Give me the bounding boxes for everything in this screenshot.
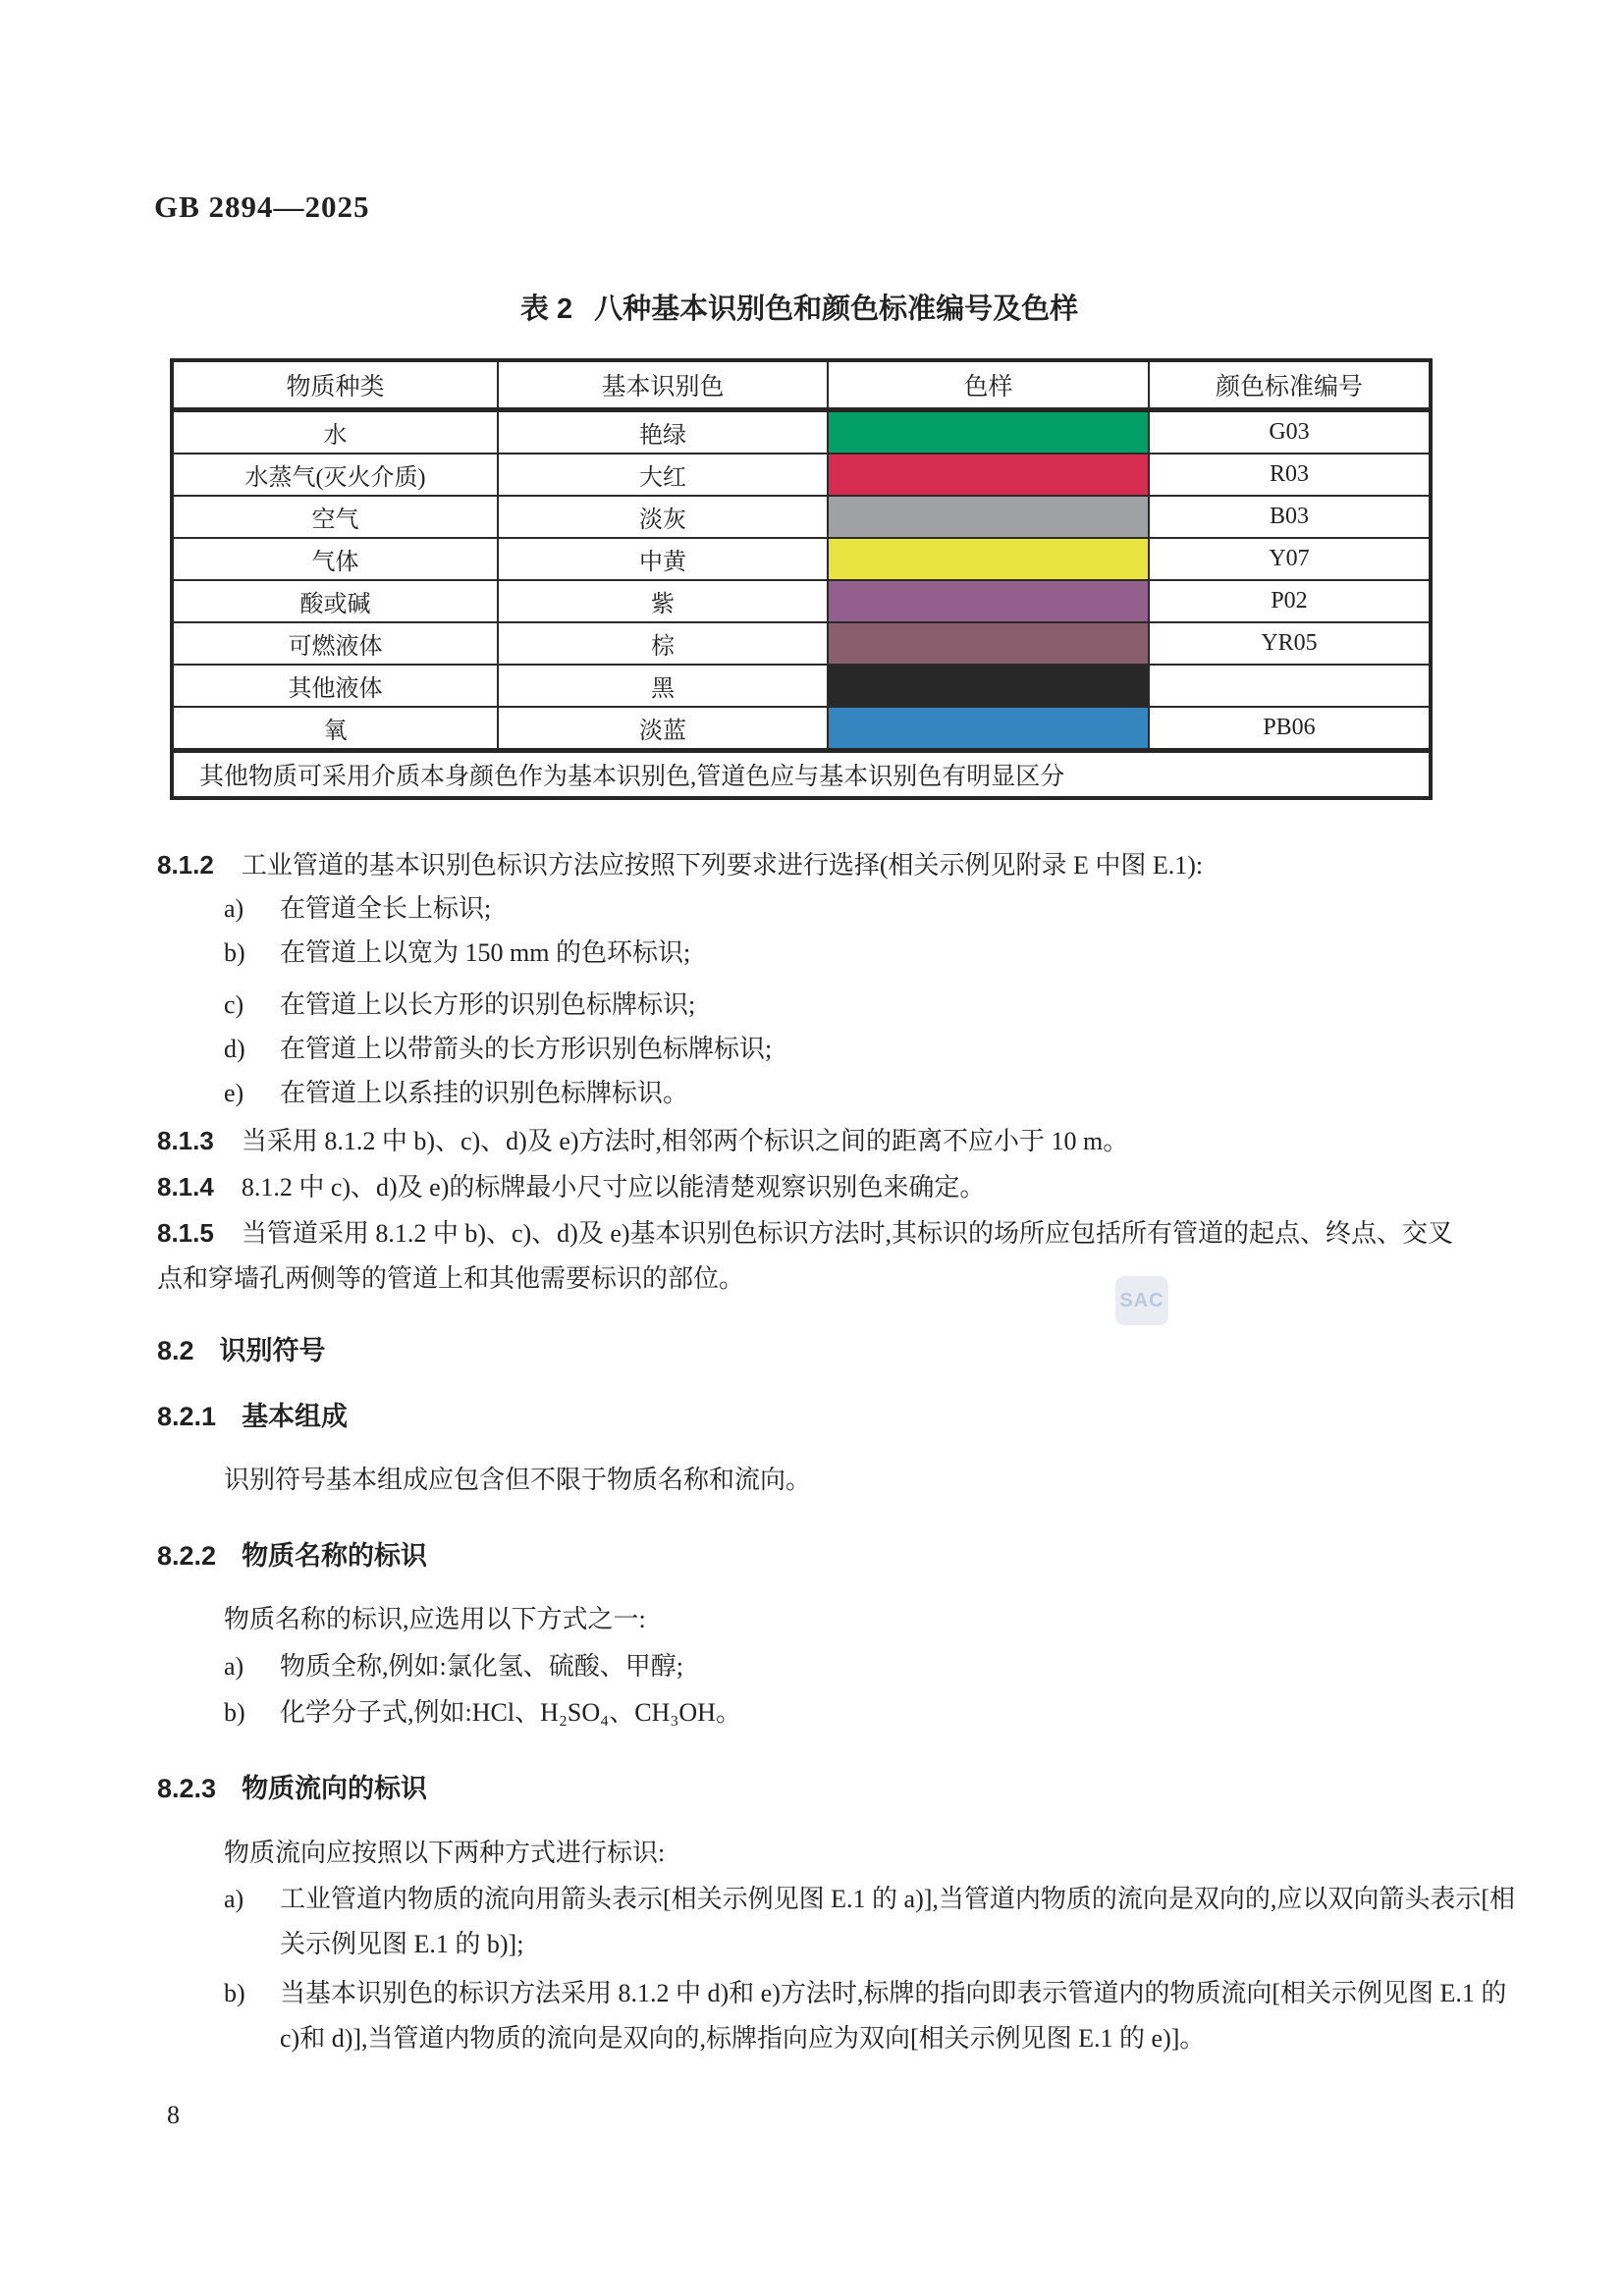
list-text: 在管道上以带箭头的长方形识别色标牌标识; (280, 1035, 773, 1063)
substance-cell: 酸或碱 (172, 580, 498, 622)
list-marker: a) (224, 1885, 244, 1913)
paragraph-8-2-1: 识别符号基本组成应包含但不限于物质名称和流向。 (224, 1466, 812, 1494)
clause-number: 8.1.3 (157, 1126, 214, 1155)
table-footnote: 其他物质可采用介质本身颜色作为基本识别色,管道色应与基本识别色有明显区分 (172, 751, 1431, 799)
table-row (172, 538, 1431, 580)
list-marker: b) (224, 1979, 245, 2007)
section-heading-8-2-2 (157, 1533, 1467, 1578)
color-swatch (828, 410, 1149, 454)
color-name-cell: 黑 (498, 665, 828, 707)
paragraph-8-2-3: 物质流向应按照以下两种方式进行标识: (224, 1839, 666, 1867)
list-item-b (224, 1971, 1523, 2061)
table-caption (170, 287, 1429, 327)
table-caption-title: 八种基本识别色和颜色标准编号及色样 (594, 294, 1079, 325)
table-row (172, 665, 1431, 707)
col-header-code: 颜色标准编号 (1149, 360, 1431, 410)
list-marker: c) (224, 990, 244, 1019)
table-row (172, 454, 1431, 496)
substance-cell: 氧 (172, 707, 498, 751)
code-cell: B03 (1149, 496, 1431, 538)
color-name-cell: 艳绿 (498, 410, 828, 454)
table-footnote-row (172, 751, 1431, 799)
color-swatch (828, 580, 1149, 622)
section-number: 8.2 (157, 1336, 194, 1365)
list-text: 在管道全长上标识; (280, 894, 492, 923)
list-text: 工业管道内物质的流向用箭头表示[相关示例见图 E.1 的 a)],当管道内物质的流向是双向的,应以双向箭头表示[相关示例见图 E.1 的 b)]; (280, 1885, 1516, 1958)
color-name-cell: 紫 (498, 580, 828, 622)
substance-cell: 可燃液体 (172, 622, 498, 665)
list-text: 化学分子式,例如:HCl、H₂SO₄、CH₃OH。 (280, 1698, 741, 1727)
list-item-b (224, 1690, 1523, 1735)
color-name-cell: 淡蓝 (498, 707, 828, 751)
color-swatch (828, 496, 1149, 538)
color-swatch (828, 707, 1149, 751)
list-marker: b) (224, 1698, 245, 1727)
list-item-a (224, 1644, 1523, 1689)
color-name-cell: 棕 (498, 622, 828, 665)
color-name-cell: 淡灰 (498, 496, 828, 538)
clause-8-1-3 (157, 1118, 1467, 1164)
list-item-a (224, 1877, 1523, 1967)
code-cell: Y07 (1149, 538, 1431, 580)
clause-text: 8.1.2 中 c)、d)及 e)的标牌最小尺寸应以能清楚观察识别色来确定。 (241, 1173, 986, 1201)
code-cell: G03 (1149, 410, 1431, 454)
doc-number: GB 2894—2025 (154, 189, 370, 224)
substance-cell: 水 (172, 410, 498, 454)
clause-number: 8.1.4 (157, 1172, 214, 1201)
color-swatch (828, 454, 1149, 496)
list-text: 物质全称,例如:氯化氢、硫酸、甲醇; (280, 1652, 683, 1681)
list-marker: a) (224, 894, 244, 923)
code-cell: PB06 (1149, 707, 1431, 751)
code-cell: R03 (1149, 454, 1431, 496)
clause-text: 工业管道的基本识别色标识方法应按照下列要求进行选择(相关示例见附录 E 中图 E.1): (241, 851, 1204, 880)
sac-watermark: SAC (1115, 1276, 1168, 1325)
list-item-a (224, 886, 1523, 932)
table-row (172, 410, 1431, 454)
code-cell (1149, 665, 1431, 707)
list-text: 在管道上以长方形的识别色标牌标识; (280, 990, 696, 1019)
list-item-d (224, 1027, 1523, 1072)
list-text: 在管道上以宽为 150 mm 的色环标识; (280, 938, 691, 967)
clause-8-1-5 (157, 1210, 1467, 1302)
table-row (172, 580, 1431, 622)
section-number: 8.2.1 (157, 1402, 217, 1431)
list-marker: a) (224, 1652, 244, 1681)
list-text: 当基本识别色的标识方法采用 8.1.2 中 d)和 e)方法时,标牌的指向即表示管道内的物质流向[相关示例见图 E.1 的 c)和 d)],当管道内物质的流向是双向的,标牌指向应为双向[相关示例见图 E.1 的 e)]。 (280, 1979, 1507, 2053)
color-swatch (828, 622, 1149, 665)
substance-cell: 其他液体 (172, 665, 498, 707)
substance-cell: 空气 (172, 496, 498, 538)
section-title: 识别符号 (219, 1336, 326, 1365)
page-number: 8 (167, 2101, 180, 2129)
list-marker: b) (224, 938, 245, 967)
list-item-e (224, 1071, 1523, 1116)
table-row (172, 496, 1431, 538)
section-number: 8.2.2 (157, 1541, 217, 1571)
clause-8-1-4 (157, 1164, 1467, 1210)
clause-8-1-2 (157, 842, 1467, 888)
col-header-substance: 物质种类 (172, 360, 498, 410)
section-title: 基本组成 (242, 1402, 349, 1431)
list-item-b (224, 931, 1523, 976)
code-cell: P02 (1149, 580, 1431, 622)
color-standard-table (170, 358, 1433, 800)
section-title: 物质流向的标识 (242, 1774, 428, 1803)
substance-cell: 水蒸气(灭火介质) (172, 454, 498, 496)
clause-number: 8.1.5 (157, 1218, 214, 1248)
color-name-cell: 大红 (498, 454, 828, 496)
code-cell: YR05 (1149, 622, 1431, 665)
color-name-cell: 中黄 (498, 538, 828, 580)
section-heading-8-2-3 (157, 1766, 1467, 1811)
clause-number: 8.1.2 (157, 850, 214, 880)
section-heading-8-2 (157, 1328, 1467, 1373)
color-swatch (828, 538, 1149, 580)
color-swatch (828, 665, 1149, 707)
paragraph-8-2-2: 物质名称的标识,应选用以下方式之一: (224, 1605, 646, 1633)
section-number: 8.2.3 (157, 1774, 217, 1803)
list-text: 在管道上以系挂的识别色标牌标识。 (280, 1079, 689, 1107)
list-marker: d) (224, 1035, 245, 1063)
list-marker: e) (224, 1079, 244, 1107)
table-row (172, 707, 1431, 751)
table-caption-label: 表 2 (519, 294, 573, 325)
table-row (172, 622, 1431, 665)
clause-text: 当采用 8.1.2 中 b)、c)、d)及 e)方法时,相邻两个标识之间的距离不应小于 10 m。 (241, 1127, 1129, 1155)
col-header-color-name: 基本识别色 (498, 360, 828, 410)
list-item-c (224, 983, 1523, 1028)
col-header-swatch: 色样 (828, 360, 1149, 410)
substance-cell: 气体 (172, 538, 498, 580)
section-title: 物质名称的标识 (242, 1541, 428, 1571)
section-heading-8-2-1 (157, 1394, 1467, 1439)
clause-text: 当管道采用 8.1.2 中 b)、c)、d)及 e)基本识别色标识方法时,其标识的场所应包括所有管道的起点、终点、交叉点和穿墙孔两侧等的管道上和其他需要标识的部位。 (157, 1219, 1454, 1293)
table-header-row (172, 360, 1431, 410)
